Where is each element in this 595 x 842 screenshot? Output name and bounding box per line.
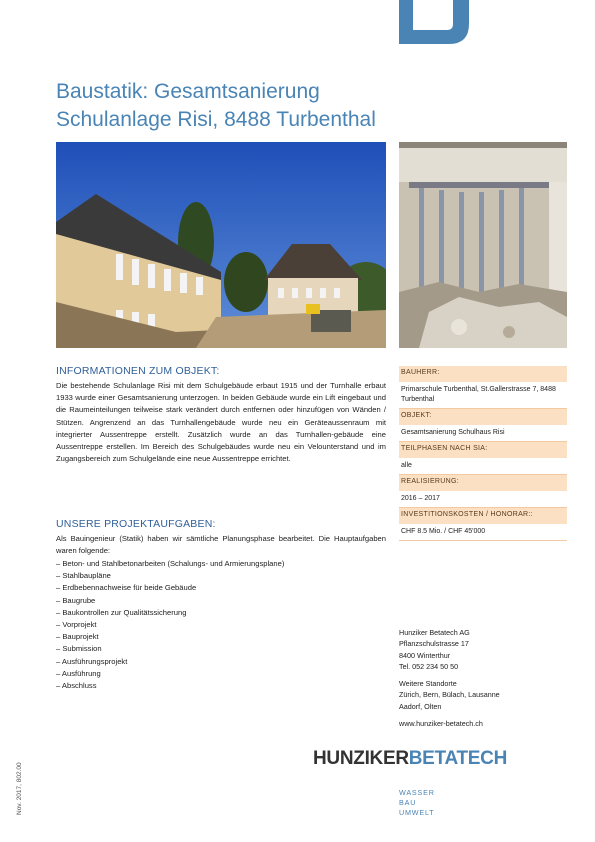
costs-fee-label: INVESTITIONSKOSTEN / HONORAR:: xyxy=(399,508,567,524)
page-title-line2: Schulanlage Risi, 8488 Turbenthal xyxy=(56,108,376,131)
project-facts-table xyxy=(399,366,567,541)
company-name: Hunziker Betatech AG xyxy=(399,628,470,637)
locations-line1: Zürich, Bern, Bülach, Lausanne xyxy=(399,690,500,700)
tagline xyxy=(399,788,435,818)
sia-phases-label: TEILPHASEN NACH SIA: xyxy=(399,442,567,458)
tagline-water: WASSER xyxy=(399,788,435,797)
locations-label: Weitere Standorte xyxy=(399,679,457,689)
company-city: 8400 Winterthur xyxy=(399,650,451,660)
task-item: – Baugrube xyxy=(56,595,96,605)
task-item: – Ausführung xyxy=(56,668,101,678)
tasks-list xyxy=(56,558,386,692)
website-link[interactable]: www.hunziker-betatech.ch xyxy=(399,719,483,729)
info-paragraph: Die bestehende Schulanlage Risi mit dem Schulgebäude erbaut 1915 und der Turnhalle erbaut 1933 wurde einer Gesamtsanierung unterzogen. In beiden Gebäude wurde ein Lift eingebaut und die Raumeinteilungen teilweise stark verändert durch entfernen oder hinzufügen von Wänden / Stützen. Angrenzend an das Turnhallengebäude wurde neu ein Geräteaussenraum mit integrierter Aussentreppe erstellt. Zusätzlich wurde an das Turnhallen-gebäude eine Aussentreppe erstellen. Im Bereich des Schulgebäudes wurde neu ein Velounterstand und im Zugangsbereich zum Schulgelände eine neue Aussentreppe errichtet. xyxy=(56,381,386,464)
task-item: – Baukontrollen zur Qualitätssicherung xyxy=(56,607,187,617)
school-building-photo xyxy=(56,142,386,348)
realization-value: 2016 – 2017 xyxy=(399,491,567,508)
tagline-environment: UMWELT xyxy=(399,808,435,817)
logo-part2: BETATECH xyxy=(408,748,507,769)
info-heading: INFORMATIONEN ZUM OBJEKT: xyxy=(56,365,220,377)
page-title-line1: Baustatik: Gesamtsanierung xyxy=(56,80,320,103)
client-value: Primarschule Turbenthal, St.Gallerstrasse 7, 8488 Turbenthal xyxy=(399,382,567,409)
company-phone: Tel. 052 234 50 50 xyxy=(399,661,459,671)
sia-phases-value: alle xyxy=(399,458,567,475)
task-item: – Abschluss xyxy=(56,681,97,691)
task-item: – Vorprojekt xyxy=(56,620,97,630)
task-item: – Bauprojekt xyxy=(56,632,99,642)
company-street: Pflanzschulstrasse 17 xyxy=(399,639,469,649)
company-logo xyxy=(313,748,543,770)
tagline-construction: BAU xyxy=(399,798,417,807)
task-item: – Beton- und Stahlbetonarbeiten (Schalungs- und Armierungsplane) xyxy=(56,559,285,568)
object-label: OBJEKT: xyxy=(399,409,567,425)
interior-construction-photo xyxy=(399,142,567,348)
brand-mark-icon xyxy=(399,0,469,44)
object-value: Gesamtsanierung Schulhaus Risi xyxy=(399,425,567,442)
locations-line2: Aadorf, Olten xyxy=(399,701,442,711)
task-item: – Erdbebennachweise für beide Gebäude xyxy=(56,583,197,593)
task-item: – Submission xyxy=(56,644,102,654)
task-item: – Stahlbaupläne xyxy=(56,571,111,581)
client-label: BAUHERR: xyxy=(399,366,567,382)
logo-part1: HUNZIKER xyxy=(313,748,409,769)
contact-block xyxy=(399,627,567,729)
tasks-heading: UNSERE PROJEKTAUFGABEN: xyxy=(56,518,216,530)
task-item: – Ausführungsprojekt xyxy=(56,656,128,666)
realization-label: REALISIERUNG: xyxy=(399,475,567,491)
document-date-note: Nov. 2017, 802.00 xyxy=(16,762,23,815)
costs-fee-value: CHF 8.5 Mio. / CHF 45'000 xyxy=(399,524,567,541)
tasks-intro: Als Bauingenieur (Statik) haben wir sämtliche Planungsphase bearbeitet. Die Hauptaufgaben waren folgende: xyxy=(56,534,386,556)
